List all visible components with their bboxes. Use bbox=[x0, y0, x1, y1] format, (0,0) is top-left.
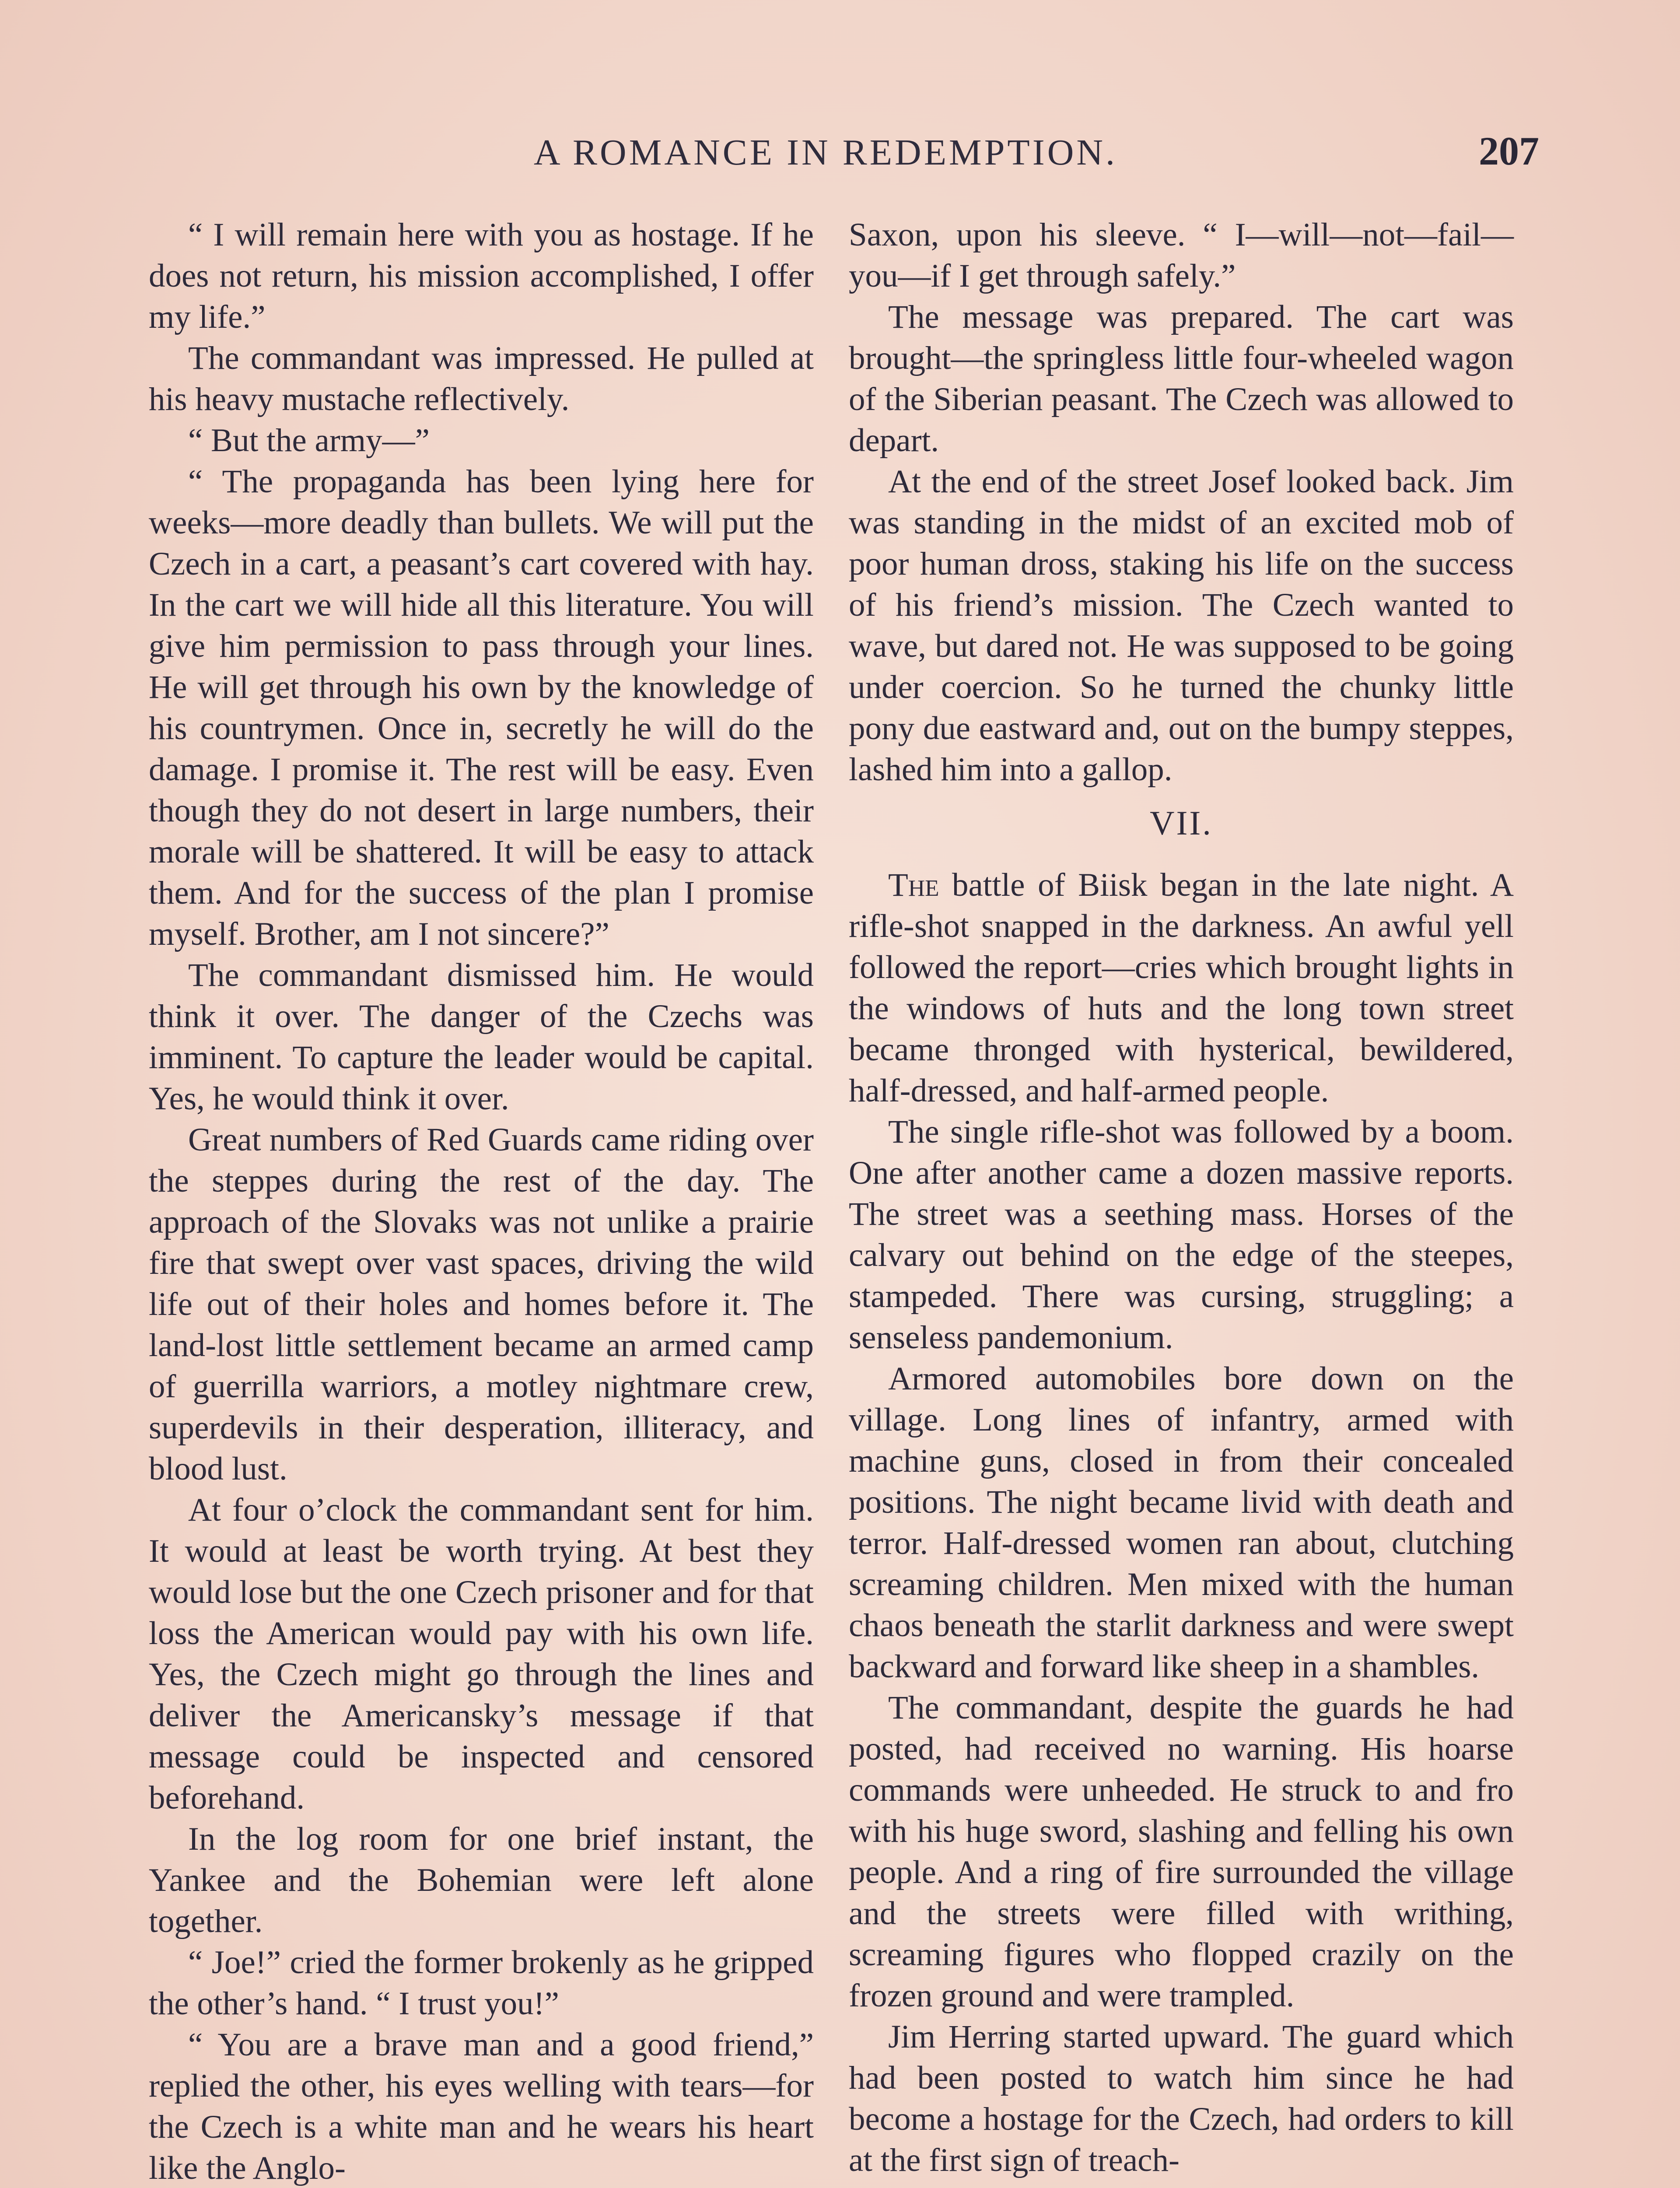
paragraph: The commandant, despite the guards he had posted, had received no warning. His hoarse commands were unheeded. He struck to and fro with his huge sword, slashing and felling his own people. And a ring of fire surrounded the village and the streets were filled with writhing, screaming figures who flopped crazily on the frozen ground and were trampled. bbox=[849, 1690, 1514, 2014]
paragraph: Jim Herring started upward. The guard which had been posted to watch him since he had become a hostage for the Czech, had orders to kill at the first sign of treach- bbox=[849, 2019, 1514, 2178]
section-heading: VII. bbox=[1150, 804, 1213, 842]
paragraph: In the log room for one brief instant, the Yankee and the Bohemian were left alone together. bbox=[149, 1821, 814, 1939]
paragraph: “ You are a brave man and a good friend,” replied the other, his eyes welling with tears—for the Czech is a white man and he wears his heart like the Anglo- bbox=[149, 2027, 814, 2186]
running-title: A ROMANCE IN REDEMPTION. bbox=[534, 132, 1118, 173]
paragraph: At four o’clock the commandant sent for him. It would at least be worth trying. At best they would lose but the one Czech prisoner and for that loss the American would pay with his own life. Yes, the Czech might go through the lines and deliver the Americansky’s message if that message could be inspected and censored beforehand. bbox=[149, 1492, 814, 1816]
paragraph: The single rifle-shot was followed by a boom. One after another came a dozen massive reports. The street was a seething mass. Horses of the calvary out behind on the edge of the steepes, stampeded. There was cursing, struggling; a senseless pandemonium. bbox=[849, 1114, 1514, 1356]
paragraph: The message was prepared. The cart was brought—the springless little four-wheeled wagon of the Siberian peasant. The Czech was allowed to depart. bbox=[849, 299, 1514, 459]
paragraph: “ But the army—” bbox=[188, 422, 430, 459]
left-column bbox=[149, 214, 814, 2188]
paragraph: “ The propaganda has been lying here for weeks—more deadly than bullets. We will put the Czech in a cart, a peasant’s cart covered with hay. In the cart we will hide all this literature. You will give him permission to pass through your lines. He will get through his own by the knowledge of his countrymen. Once in, secretly he will do the damage. I promise it. The rest will be easy. Even though they do not desert in large numbers, their morale will be shattered. It will be easy to attack them. And for the success of the plan I promise myself. Brother, am I not sincere?” bbox=[149, 463, 814, 952]
opening-word: The bbox=[888, 867, 939, 903]
paragraph: The commandant dismissed him. He would think it over. The danger of the Czechs was imminent. To capture the leader would be capital. Yes, he would think it over. bbox=[149, 957, 814, 1117]
paragraph: “ I will remain here with you as hostage. If he does not return, his mission accomplished, I offer my life.” bbox=[149, 217, 814, 335]
page-header bbox=[0, 131, 1680, 184]
opening-text: battle of Biisk began in the late night. A rifle-shot snapped in the darkness. An awful yell followed the report—cries which brought lights in the windows of huts and the long town street became thronged with hysterical, bewildered, half-dressed, and half-armed people. bbox=[849, 867, 1514, 1109]
paragraph: Armored automobiles bore down on the village. Long lines of infantry, armed with machine guns, closed in from their concealed positions. The night became livid with death and terror. Half-dressed women ran about, clutching screaming children. Men mixed with the human chaos beneath the starlit darkness and were swept backward and forward like sheep in a shambles. bbox=[849, 1360, 1514, 1685]
right-column bbox=[849, 214, 1514, 2181]
section-opening-paragraph bbox=[849, 865, 1514, 1112]
paragraph: “ Joe!” cried the former brokenly as he gripped the other’s hand. “ I trust you!” bbox=[149, 1944, 814, 2022]
paragraph: Saxon, upon his sleeve. “ I—will—not—fail—you—if I get through safely.” bbox=[849, 217, 1514, 294]
paragraph: The commandant was impressed. He pulled at his heavy mustache reflectively. bbox=[149, 340, 814, 417]
page-number: 207 bbox=[1479, 129, 1539, 173]
paragraph: At the end of the street Josef looked back. Jim was standing in the midst of an excited mob of poor human dross, staking his life on the success of his friend’s mission. The Czech wanted to wave, but dared not. He was supposed to be going under coercion. So he turned the chunky little pony due eastward and, out on the bumpy steppes, lashed him into a gallop. bbox=[849, 463, 1514, 788]
paragraph: Great numbers of Red Guards came riding over the steppes during the rest of the day. The approach of the Slovaks was not unlike a prairie fire that swept over vast spaces, driving the wild life out of their holes and homes before it. The land-lost little settlement became an armed camp of guerrilla warriors, a motley nightmare crew, superdevils in their desperation, illiteracy, and blood lust. bbox=[149, 1122, 814, 1487]
